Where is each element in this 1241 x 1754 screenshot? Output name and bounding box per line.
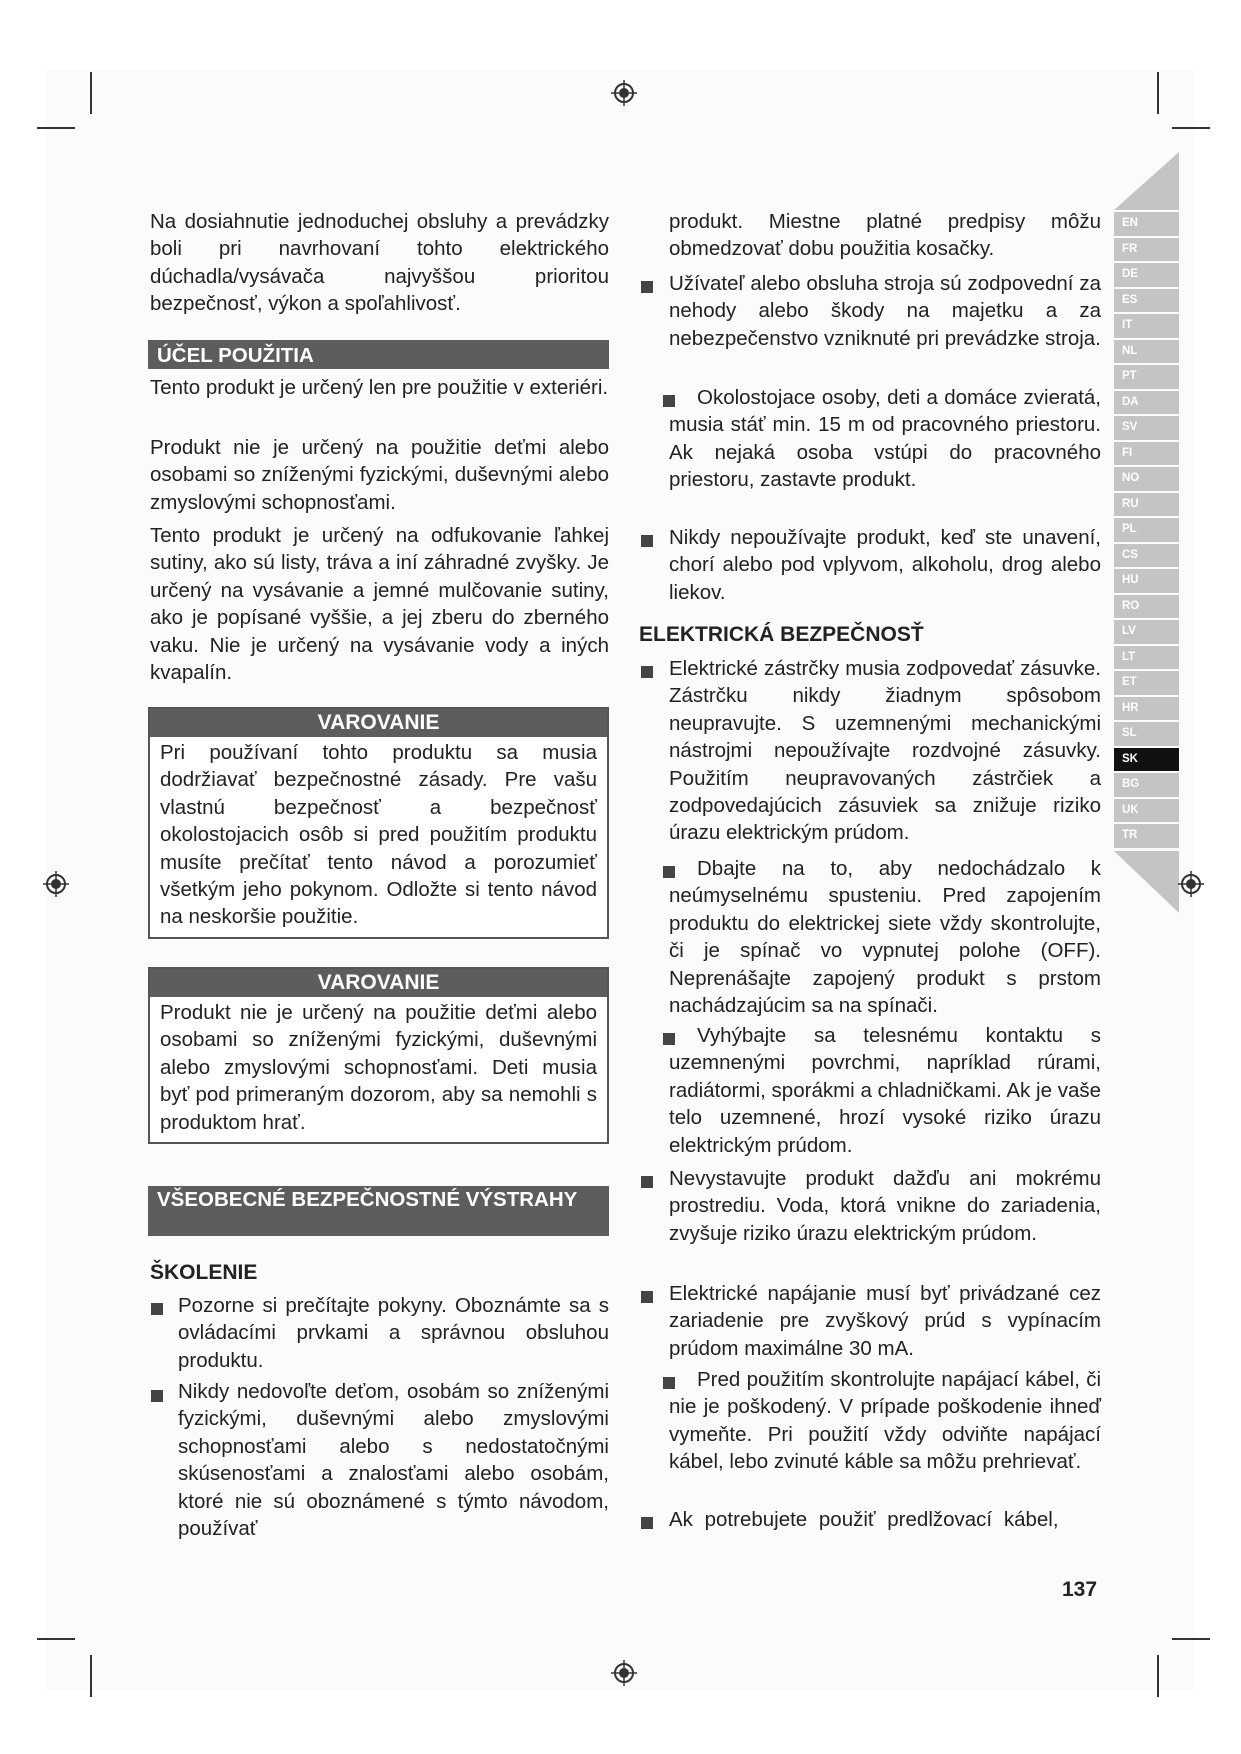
electrical-bullet: Dbajte na to, aby nedochádzalo k neúmyselnému spusteniu. Pred zapojením produktu do elektrickej siete vždy skontrolujte, či je spínač vo vypnutej polohe (OFF). Neprenášajte zapojený produkt s prstom nachádzajúcim sa na spínači. — [669, 857, 1101, 1018]
electrical-bullet: Vyhýbajte sa telesnému kontaktu s uzemnenými povrchmi, napríklad rúrami, radiátormi, sporákmi a chladničkami. Ak je vaše telo uzemnené, hrozí vysoké riziko úrazu elektrickým prúdom. — [669, 1024, 1101, 1157]
crop-mark — [1157, 1655, 1159, 1697]
bullet-icon — [641, 535, 653, 547]
language-tab[interactable]: ET — [1114, 671, 1179, 695]
language-tab[interactable]: FR — [1114, 238, 1179, 262]
warning-text: Pri používaní tohto produktu sa musia dodržiavať bezpečnostné zásady. Pre vašu vlastnú bezpečnosť a bezpečnosť okolostojacich osôb si pred použitím produktu musíte prečítať tento návod a porozumieť všetkým jeho pokynom. Odložte si tento návod na neskoršie použitie. — [160, 741, 597, 929]
safety-bullet: Okolostojace osoby, deti a domáce zvieratá, musia stáť min. 15 m od pracovného priestoru. Ak nejaká osoba vstúpi do pracovného priestoru, zastavte produkt. — [669, 386, 1101, 492]
language-tab[interactable]: NL — [1114, 340, 1179, 364]
language-tab-active[interactable]: SK — [1114, 748, 1179, 772]
training-bullet: Pozorne si prečítajte pokyny. Oboznámte sa s ovládacími prvkami a správnou obsluhou produktu. — [178, 1294, 609, 1372]
page-number: 137 — [1062, 1578, 1098, 1601]
subheading-training: ŠKOLENIE — [150, 1261, 258, 1284]
registration-mark-icon — [1177, 870, 1205, 898]
language-tab[interactable]: LV — [1114, 620, 1179, 644]
bullet-icon — [641, 1176, 653, 1188]
training-bullet: Nikdy nedovoľte deťom, osobám so zníženými fyzickými, duševnými alebo zmyslovými schopnosťami alebo s nedostatočnými skúsenosťami a znalosťami alebo osobám, ktoré nie sú oboznámené s týmto návodom, používať — [178, 1380, 609, 1541]
language-tab[interactable]: TR — [1114, 824, 1179, 848]
safety-bullet: Nikdy nepoužívajte produkt, keď ste unavení, chorí alebo pod vplyvom, alkoholu, drog alebo liekov. — [669, 526, 1101, 604]
section-heading-purpose: ÚČEL POUŽITIA — [148, 340, 609, 369]
language-tab[interactable]: HR — [1114, 697, 1179, 721]
bullet-icon — [151, 1303, 163, 1315]
crop-mark — [1157, 72, 1159, 114]
language-tab[interactable]: ES — [1114, 289, 1179, 313]
language-tab[interactable]: PL — [1114, 518, 1179, 542]
warning-box — [148, 707, 609, 939]
electrical-bullet: Ak potrebujete použiť predlžovací kábel, — [669, 1508, 1059, 1531]
intro-paragraph: Na dosiahnutie jednoduchej obsluhy a prevádzky boli pri navrhovaní tohto elektrického dúchadla/vysávača najvyššou prioritou bezpečnosť, výkon a spoľahlivosť. — [150, 210, 609, 316]
crop-mark — [37, 127, 75, 129]
language-tab[interactable]: SL — [1114, 722, 1179, 746]
subheading-electrical-safety: ELEKTRICKÁ BEZPEČNOSŤ — [639, 623, 924, 646]
language-tab[interactable]: BG — [1114, 773, 1179, 797]
language-tab[interactable]: SV — [1114, 416, 1179, 440]
crop-mark — [1172, 1638, 1210, 1640]
crop-mark — [37, 1638, 75, 1640]
purpose-paragraph: Tento produkt je určený len pre použitie v exteriéri. — [150, 376, 609, 399]
electrical-bullet: Nevystavujte produkt dažďu ani mokrému prostrediu. Voda, ktorá vnikne do zariadenia, zvyšuje riziko úrazu elektrickým prúdom. — [669, 1167, 1101, 1245]
language-tab[interactable]: PT — [1114, 365, 1179, 389]
electrical-bullet: Elektrické napájanie musí byť privádzané cez zariadenie pre zvyškový prúd s vypínacím prúdom maximálne 30 mA. — [669, 1282, 1101, 1360]
language-tab[interactable]: FI — [1114, 442, 1179, 466]
bullet-icon — [641, 1291, 653, 1303]
electrical-bullet: Elektrické zástrčky musia zodpovedať zásuvke. Zástrčku nikdy žiadnym spôsobom neupravujte. S uzemnenými mechanickými nástrojmi nepoužívajte rozdvojné zásuvky. Použitím neupravovaných zástrčiek a zodpovedajúcich zásuviek sa znižuje riziko úrazu elektrickým prúdom. — [669, 657, 1101, 845]
warning-text: Produkt nie je určený na použitie deťmi alebo osobami so zníženými fyzickými, duševnými alebo zmyslovými schopnosťami. Deti musia byť pod primeraným dozorom, aby sa nemohli s produktom hrať. — [160, 1001, 597, 1134]
warning-box — [148, 967, 609, 1144]
language-tab[interactable]: UK — [1114, 799, 1179, 823]
continuation-paragraph: produkt. Miestne platné predpisy môžu obmedzovať dobu použitia kosačky. — [669, 210, 1101, 261]
crop-mark — [1172, 127, 1210, 129]
language-tab[interactable]: HU — [1114, 569, 1179, 593]
tab-strip-bottom-triangle — [1114, 851, 1179, 913]
language-tabs — [1114, 212, 1179, 850]
crop-mark — [90, 1655, 92, 1697]
purpose-paragraph: Tento produkt je určený na odfukovanie ľahkej sutiny, ako sú listy, tráva a iní záhradné zvyšky. Je určený na vysávanie a jemné mulčovanie sutiny, ako je popísané vyššie, a jej zberu do zberného vaku. Nie je určený na vysávanie vody a iných kvapalín. — [150, 524, 609, 685]
warning-title: VAROVANIE — [150, 709, 607, 737]
language-tab[interactable]: EN — [1114, 212, 1179, 236]
warning-title: VAROVANIE — [150, 969, 607, 997]
crop-mark — [90, 72, 92, 114]
purpose-paragraph: Produkt nie je určený na použitie deťmi alebo osobami so zníženými fyzickými, duševnými alebo zmyslovými schopnosťami. — [150, 436, 609, 514]
registration-mark-icon — [610, 79, 638, 107]
tab-strip-top-triangle — [1114, 152, 1179, 210]
registration-mark-icon — [610, 1659, 638, 1687]
language-tab[interactable]: RU — [1114, 493, 1179, 517]
section-heading-general-safety: VŠEOBECNÉ BEZPEČNOSTNÉ VÝSTRAHY — [148, 1186, 609, 1236]
language-tab[interactable]: IT — [1114, 314, 1179, 338]
language-tab[interactable]: RO — [1114, 595, 1179, 619]
language-tab[interactable]: DE — [1114, 263, 1179, 287]
language-tab[interactable]: DA — [1114, 391, 1179, 415]
language-tab[interactable]: NO — [1114, 467, 1179, 491]
language-tab[interactable]: CS — [1114, 544, 1179, 568]
bullet-icon — [641, 666, 653, 678]
safety-bullet: Užívateľ alebo obsluha stroja sú zodpovední za nehody alebo škody na majetku a za nebezpečenstvo vzniknuté pri prevádzke stroja. — [669, 272, 1101, 350]
registration-mark-icon — [42, 870, 70, 898]
bullet-icon — [641, 1517, 653, 1529]
bullet-icon — [641, 281, 653, 293]
language-tab[interactable]: LT — [1114, 646, 1179, 670]
bullet-icon — [151, 1390, 163, 1402]
electrical-bullet: Pred použitím skontrolujte napájací kábel, či nie je poškodený. V prípade poškodenie ihneď vymeňte. Pri použití vždy odviňte napájací kábel, lebo zvinuté káble sa môžu prehrievať. — [669, 1368, 1101, 1474]
